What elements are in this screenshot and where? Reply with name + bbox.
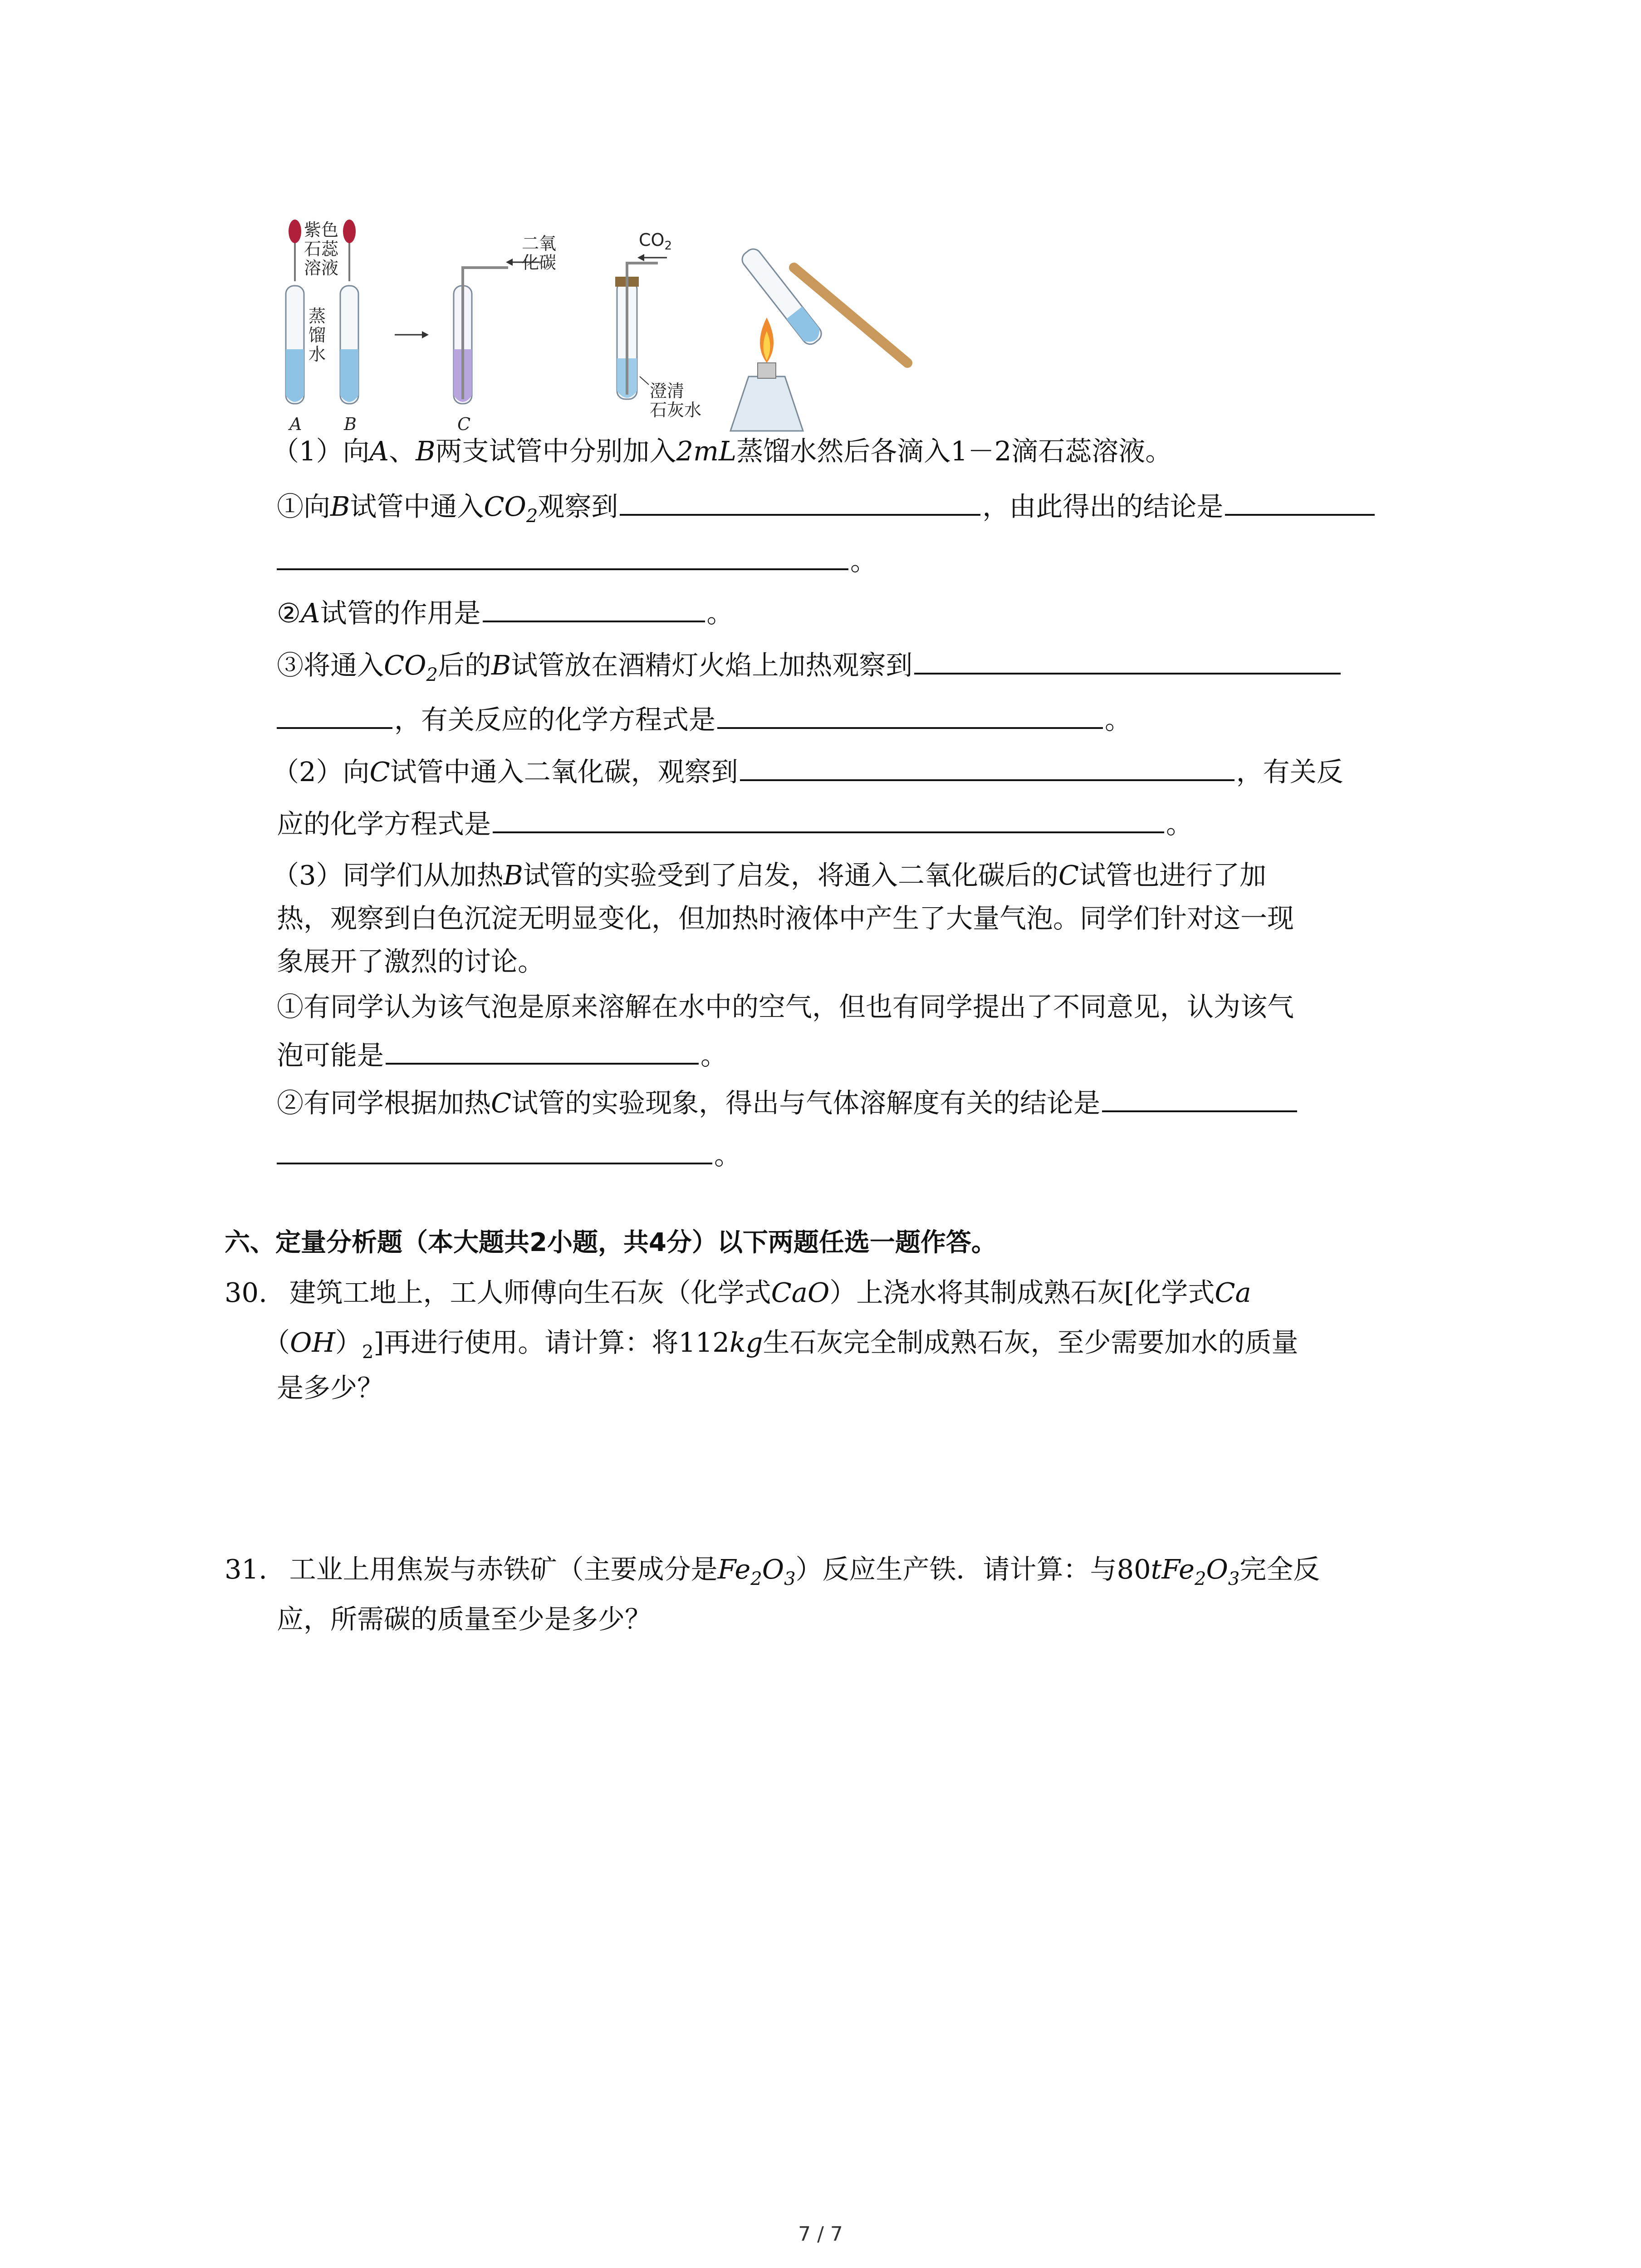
blank-8[interactable]: [740, 753, 1234, 781]
blank-6[interactable]: [277, 701, 392, 729]
limewater-label-1: 澄清: [650, 381, 685, 401]
blank-7[interactable]: [717, 701, 1103, 729]
litmus-label-1: 紫色: [304, 220, 339, 240]
blank-1[interactable]: [620, 488, 980, 516]
q29-step5-cont: 。: [277, 1136, 741, 1173]
blank-2[interactable]: [1225, 488, 1375, 516]
q29-step4-line2: 泡可能是 。: [277, 1036, 727, 1074]
q30-line2: $(OH)_2$]再进行使用。请计算：将112kg生石灰完全制成熟石灰，至少需要加水的质量: [263, 1327, 1298, 1363]
section-6-heading: 六、定量分析题（本大题共2小题，共4分）以下两题任选一题作答。: [225, 1228, 997, 1257]
tube-c-letter: C: [457, 414, 471, 434]
q29-step3-cont: ，有关反应的化学方程式是 。: [277, 701, 1132, 738]
water-label-2: 馏: [309, 325, 326, 345]
q31-line1: 31. 工业上用焦炭与赤铁矿（主要成分是$Fe_2O_3$）反应生产铁．请计算：与$80tFe_2O_3$完全反: [225, 1554, 1320, 1589]
tube-b-letter: B: [344, 414, 357, 434]
blank-9[interactable]: [493, 805, 1164, 833]
experiment-figure: [272, 213, 916, 435]
q29-part1: （1）向A、B两支试管中分别加入2mL蒸馏水然后各滴入1－2滴石蕊溶液。: [272, 435, 1172, 467]
q31-number: 31.: [225, 1554, 267, 1585]
q30-line1: 30. 建筑工地上，工人师傅向生石灰（化学式CaO）上浇水将其制成熟石灰[化学式Ca: [225, 1277, 1251, 1308]
q29-part3-line1: （3）同学们从加热B试管的实验受到了启发，将通入二氧化碳后的C试管也进行了加: [272, 860, 1267, 891]
co2-label-1: 二氧: [522, 234, 557, 254]
tube-c: [454, 259, 540, 404]
water-label-3: 水: [309, 344, 326, 364]
blank-5[interactable]: [914, 646, 1341, 675]
blank-3[interactable]: [277, 542, 848, 570]
water-label-1: 蒸: [309, 306, 326, 326]
page-number: 7 / 7: [798, 2223, 843, 2246]
q29-step2: ②A试管的作用是 。: [277, 594, 734, 631]
q29-part2: （2）向C试管中通入二氧化碳，观察到 ，有关反: [272, 753, 1343, 790]
limewater-label-2: 石灰水: [650, 400, 702, 420]
blank-12[interactable]: [277, 1136, 712, 1164]
q29-step4-line1: ①有同学认为该气泡是原来溶解在水中的空气，但也有同学提出了不同意见，认为该气: [277, 991, 1294, 1022]
tube-b: [340, 220, 358, 404]
q29-step3: ③将通入$CO_2$后的B试管放在酒精灯火焰上加热观察到: [277, 646, 1342, 693]
q30-line3: 是多少？: [277, 1372, 384, 1403]
q29-step1-cont: 。: [277, 542, 877, 579]
blank-11[interactable]: [1102, 1084, 1297, 1112]
arrow-icon: [395, 331, 429, 338]
co2-formula: $CO_2$: [639, 230, 672, 253]
alcohol-lamp-heating: [730, 246, 907, 431]
tube-a: [286, 220, 304, 404]
q29-step5: ②有同学根据加热C试管的实验现象，得出与气体溶解度有关的结论是: [277, 1084, 1299, 1121]
litmus-label-2: 石蕊: [304, 239, 339, 259]
q31-line2: 应，所需碳的质量至少是多少？: [277, 1603, 652, 1635]
co2-label-2: 化碳: [522, 253, 557, 273]
tube-a-letter: A: [289, 414, 302, 434]
blank-4[interactable]: [483, 594, 705, 622]
q29-step1: ①向B试管中通入$CO_2$观察到 ，由此得出的结论是: [277, 488, 1376, 534]
q30-number: 30.: [225, 1277, 267, 1308]
q29-part2-cont: 应的化学方程式是 。: [277, 805, 1193, 842]
blank-10[interactable]: [386, 1036, 699, 1065]
litmus-label-3: 溶液: [304, 258, 339, 278]
q29-part3-line3: 象展开了激烈的讨论。: [277, 946, 545, 977]
q29-part3-line2: 热，观察到白色沉淀无明显变化，但加热时液体中产生了大量气泡。同学们针对这一现: [277, 903, 1294, 934]
